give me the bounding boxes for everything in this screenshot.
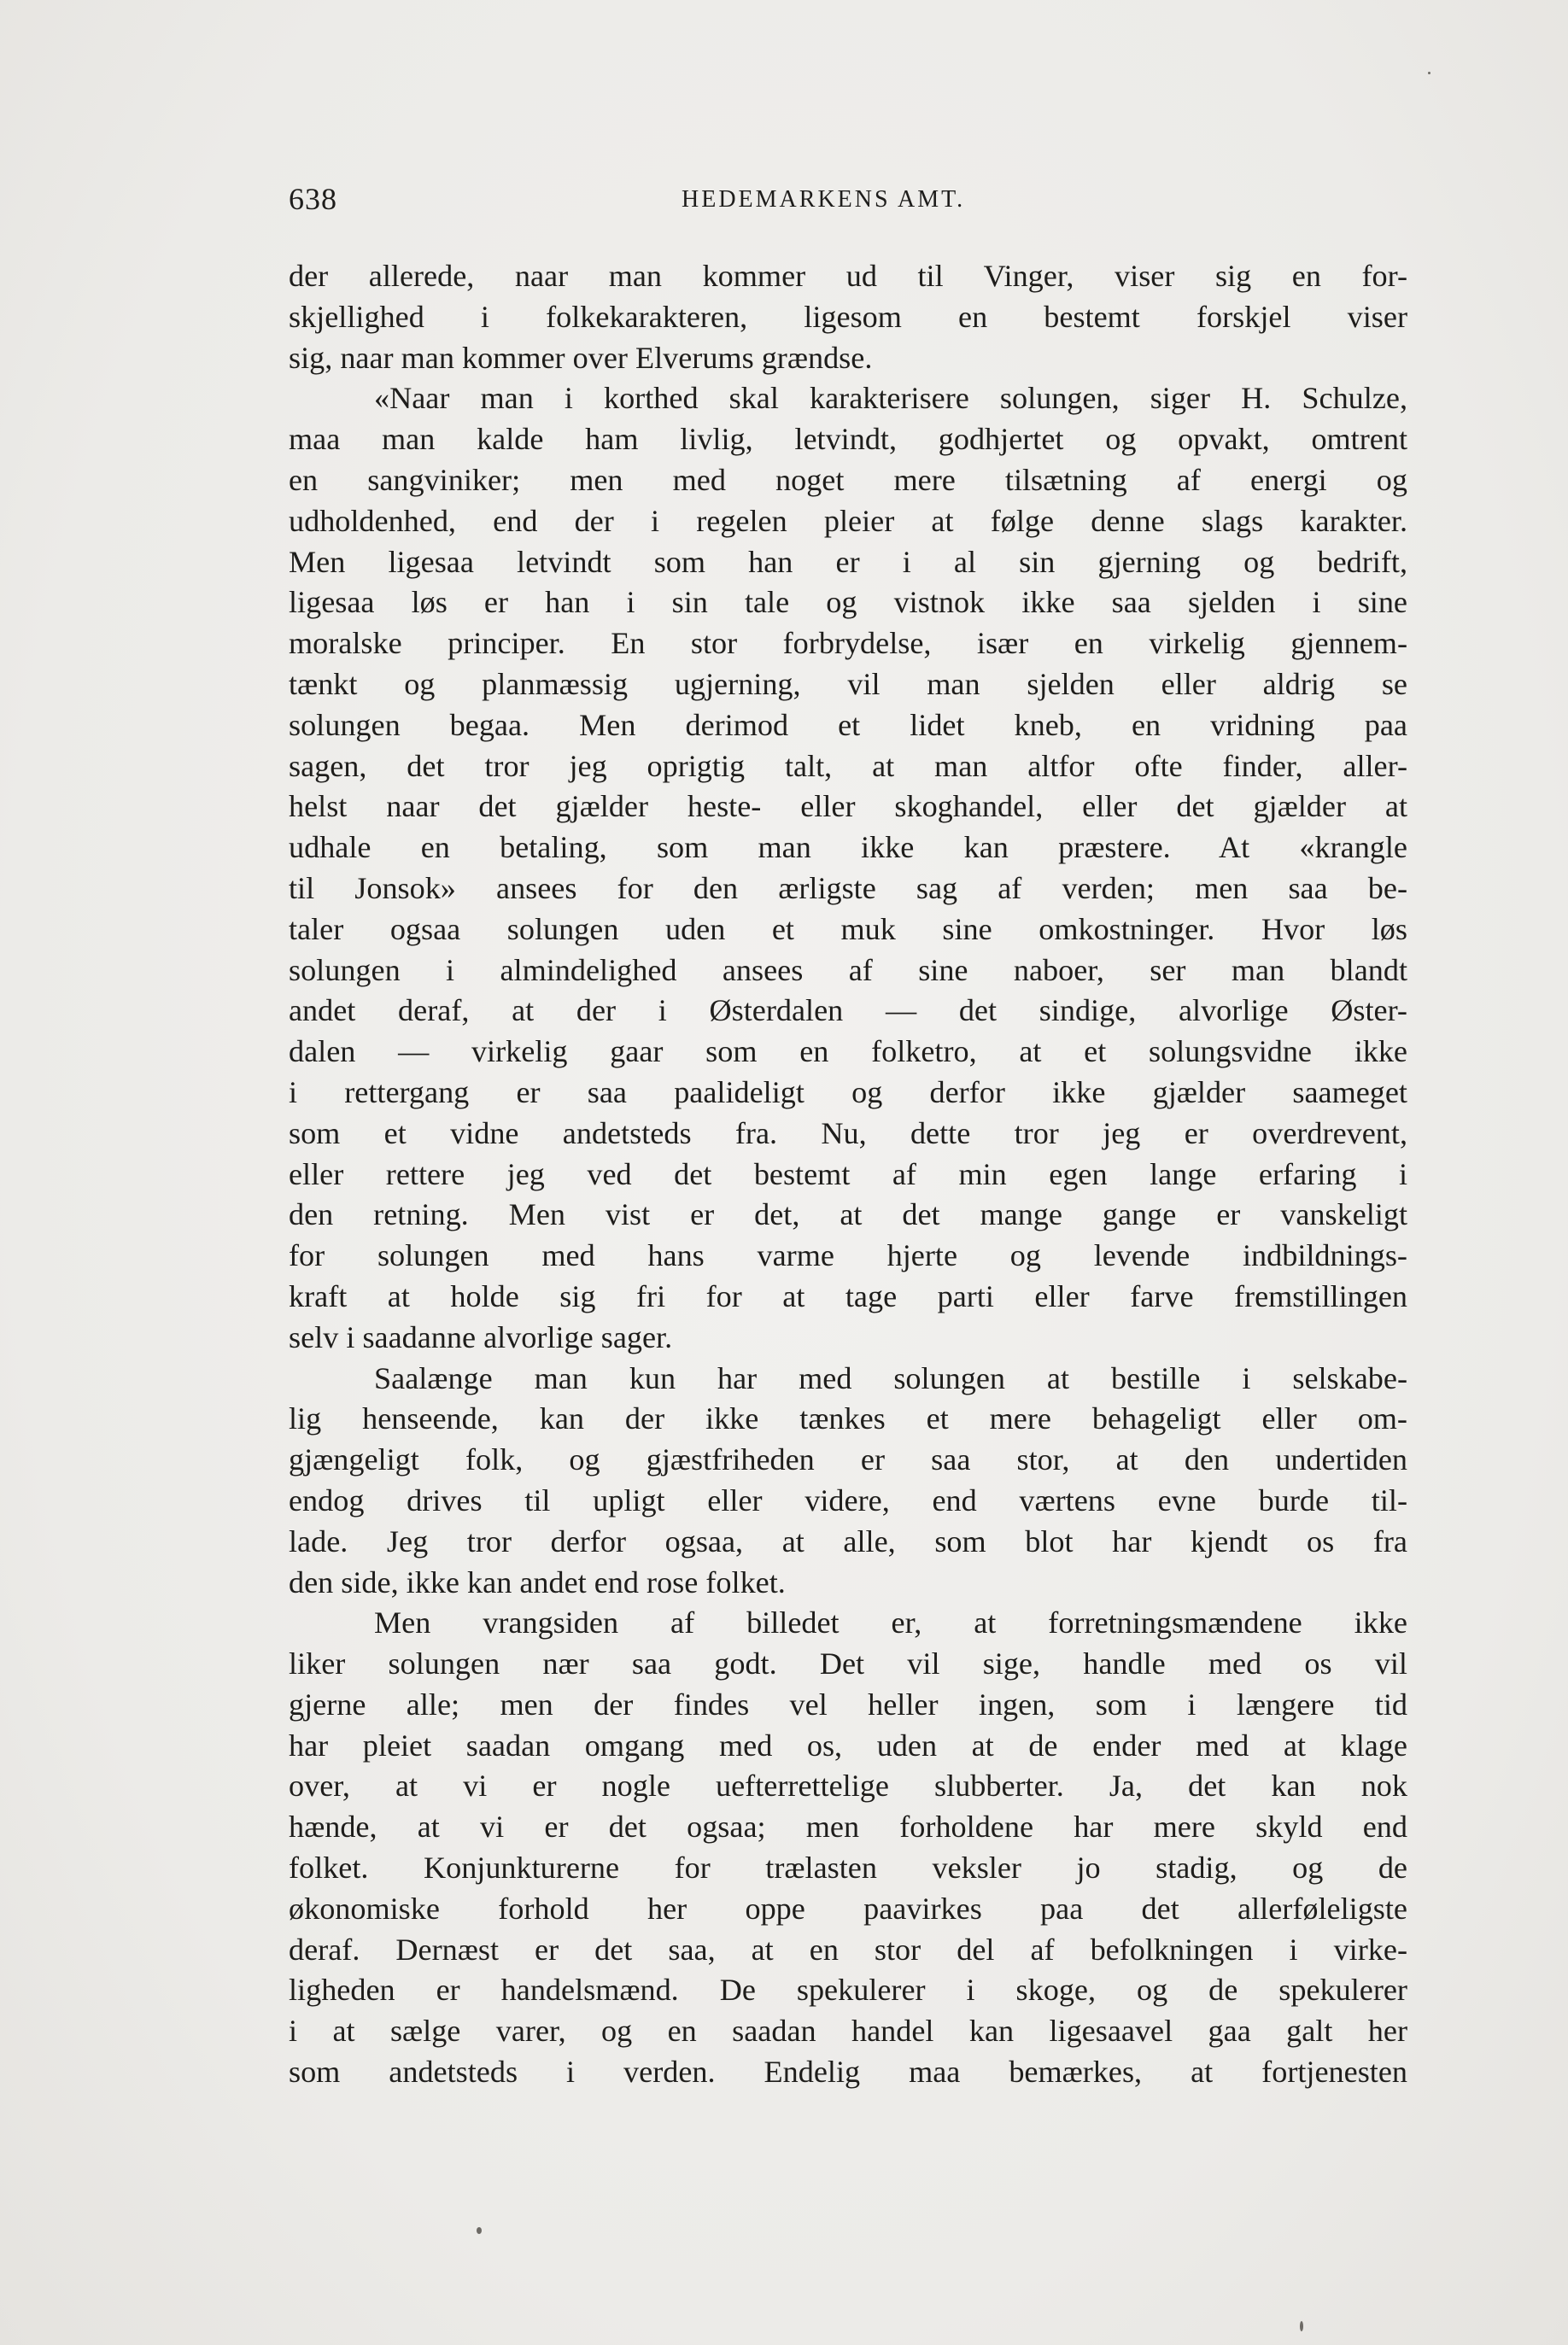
text-line: ligheden er handelsmænd. De spekulerer i skoge, og de spekulerer bbox=[289, 1973, 1407, 2008]
text-line: Men ligesaa letvindt som han er i al sin gjerning og bedrift, bbox=[289, 544, 1407, 579]
text-line: dalen — virkelig gaar som en folketro, at et solungsvidne ikke bbox=[289, 1034, 1407, 1069]
text-line: til Jonsok» ansees for den ærligste sag af verden; men saa be- bbox=[289, 870, 1407, 905]
text-line: «Naar man i korthed skal karakterisere solungen, siger H. Schulze, bbox=[374, 381, 1407, 416]
text-line: selv i saadanne alvorlige sager. bbox=[289, 1319, 673, 1354]
text-line: lig henseende, kan der ikke tænkes et mere behageligt eller om- bbox=[289, 1401, 1407, 1436]
text-line: lade. Jeg tror derfor ogsaa, at alle, som blot har kjendt os fra bbox=[289, 1523, 1407, 1558]
text-line: den side, ikke kan andet end rose folket. bbox=[289, 1564, 786, 1599]
text-line: hænde, at vi er det ogsaa; men forholdene har mere skyld end bbox=[289, 1810, 1407, 1845]
text-line: som andetsteds i verden. Endelig maa bemærkes, at fortjenesten bbox=[289, 2055, 1407, 2090]
text-line: endog drives til upligt eller videre, end værtens evne burde til- bbox=[289, 1482, 1407, 1518]
scan-speck bbox=[477, 2227, 482, 2234]
scan-speck bbox=[1428, 72, 1431, 74]
running-title: HEDEMARKENS AMT. bbox=[682, 186, 966, 213]
scan-speck bbox=[1300, 2321, 1303, 2331]
text-line: i at sælge varer, og en saadan handel kan ligesaavel gaa galt her bbox=[289, 2014, 1407, 2049]
text-line: folket. Konjunkturerne for trælasten veksler jo stadig, og de bbox=[289, 1851, 1407, 1886]
page-header bbox=[289, 181, 1407, 224]
text-line: udhale en betaling, som man ikke kan præstere. At «krangle bbox=[289, 830, 1407, 865]
text-line: Men vrangsiden af billedet er, at forretningsmændene ikke bbox=[374, 1605, 1407, 1640]
text-line: den retning. Men vist er det, at det mange gange er vanskeligt bbox=[289, 1197, 1407, 1232]
text-line: Saalænge man kun har med solungen at bestille i selskabe- bbox=[374, 1360, 1407, 1395]
text-line: liker solungen nær saa godt. Det vil sige, handle med os vil bbox=[289, 1646, 1407, 1681]
text-line: deraf. Dernæst er det saa, at en stor del af befolkningen i virke- bbox=[289, 1932, 1407, 1967]
text-line: for solungen med hans varme hjerte og levende indbildnings- bbox=[289, 1238, 1407, 1273]
text-line: over, at vi er nogle uefterrettelige slubberter. Ja, det kan nok bbox=[289, 1769, 1407, 1804]
text-line: gjerne alle; men der findes vel heller ingen, som i længere tid bbox=[289, 1687, 1407, 1722]
text-line: eller rettere jeg ved det bestemt af min egen lange erfaring i bbox=[289, 1156, 1407, 1191]
text-line: skjellighed i folkekarakteren, ligesom en bestemt forskjel viser bbox=[289, 299, 1407, 334]
text-line: solungen i almindelighed ansees af sine naboer, ser man blandt bbox=[289, 952, 1407, 987]
text-line: sagen, det tror jeg oprigtig talt, at man altfor ofte finder, aller- bbox=[289, 748, 1407, 783]
text-line: andet deraf, at der i Østerdalen — det sindige, alvorlige Øster- bbox=[289, 993, 1407, 1028]
text-line: helst naar det gjælder heste- eller skoghandel, eller det gjælder at bbox=[289, 789, 1407, 824]
text-line: solungen begaa. Men derimod et lidet kneb, en vridning paa bbox=[289, 707, 1407, 742]
page-number: 638 bbox=[289, 182, 337, 216]
text-line: kraft at holde sig fri for at tage parti eller farve fremstillingen bbox=[289, 1278, 1407, 1313]
text-line: taler ogsaa solungen uden et muk sine omkostninger. Hvor løs bbox=[289, 911, 1407, 946]
text-line: maa man kalde ham livlig, letvindt, godhjertet og opvakt, omtrent bbox=[289, 422, 1407, 457]
text-line: har pleiet saadan omgang med os, uden at de ender med at klage bbox=[289, 1728, 1407, 1763]
text-line: moralske principer. En stor forbrydelse, især en virkelig gjennem- bbox=[289, 626, 1407, 661]
text-line: der allerede, naar man kommer ud til Vinger, viser sig en for- bbox=[289, 259, 1407, 293]
text-line: som et vidne andetsteds fra. Nu, dette tror jeg er overdrevent, bbox=[289, 1115, 1407, 1150]
text-line: gjængeligt folk, og gjæstfriheden er saa stor, at den undertiden bbox=[289, 1442, 1407, 1477]
text-line: en sangviniker; men med noget mere tilsætning af energi og bbox=[289, 462, 1407, 497]
text-line: udholdenhed, end der i regelen pleier at følge denne slags karakter. bbox=[289, 503, 1407, 538]
text-line: ligesaa løs er han i sin tale og vistnok ikke saa sjelden i sine bbox=[289, 585, 1407, 620]
text-line: tænkt og planmæssig ugjerning, vil man sjelden eller aldrig se bbox=[289, 666, 1407, 701]
text-line: sig, naar man kommer over Elverums grændse. bbox=[289, 340, 873, 375]
text-line: i rettergang er saa paalideligt og derfor ikke gjælder saameget bbox=[289, 1074, 1407, 1109]
text-line: økonomiske forhold her oppe paavirkes paa det allerføleligste bbox=[289, 1891, 1407, 1926]
body-text bbox=[289, 256, 1407, 2093]
